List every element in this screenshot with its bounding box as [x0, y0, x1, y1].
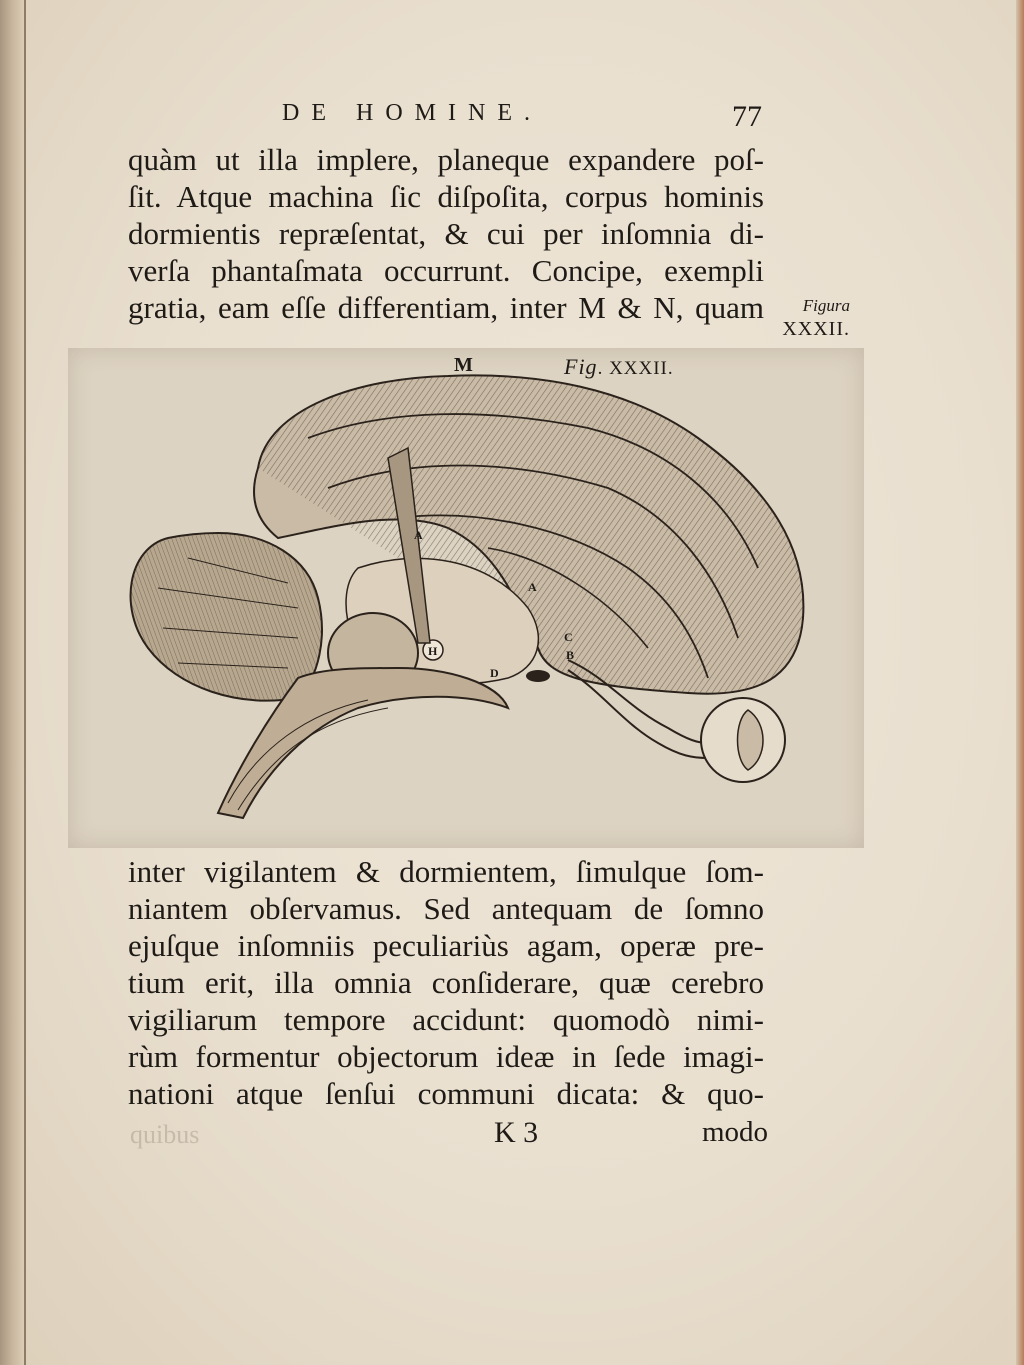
plate-letter-h: H — [428, 644, 438, 658]
text-line: inter vigilantem & dormientem, ſimulque ſom- — [128, 854, 764, 889]
margin-note — [770, 296, 850, 342]
brain-engraving — [68, 348, 864, 848]
signature-mark: K 3 — [494, 1116, 539, 1149]
gutter-line — [24, 0, 26, 1365]
margin-note-figura: Figura — [802, 296, 850, 315]
text-block-bottom — [128, 853, 764, 1112]
running-head — [282, 100, 762, 136]
text-line: gratia, eam eſſe differentiam, inter M & N, quam — [128, 290, 764, 325]
plate-letter-d: D — [490, 666, 499, 680]
text-line: ejuſque inſomniis peculiariùs agam, operæ pre- — [128, 928, 764, 963]
catchword: modo — [701, 1116, 768, 1148]
margin-note-number: XXXII. — [782, 318, 850, 340]
text-line: ſit. Atque machina ſic diſpoſita, corpus hominis — [128, 179, 764, 214]
page-footer — [128, 1116, 768, 1156]
page-fore-edge — [1016, 0, 1024, 1365]
text-line: dormientis repræſentat, & cui per inſomnia di- — [128, 216, 764, 251]
text-block-top — [128, 141, 764, 326]
text-line: niantem obſervamus. Sed antequam de ſomno — [128, 891, 764, 926]
figure-plate — [68, 348, 864, 848]
plate-label-m: M — [454, 354, 473, 376]
plate-letter-a2: A — [528, 580, 537, 594]
text-line: vigiliarum tempore accidunt: quomodò nimi- — [128, 1002, 764, 1037]
text-line: quàm ut illa implere, planeque expandere poſ- — [128, 142, 764, 177]
running-head-title: DE HOMINE. — [282, 100, 542, 126]
plate-letter-b: B — [566, 648, 575, 662]
plate-letter-c: C — [564, 630, 573, 644]
show-through-text: quibus — [130, 1120, 200, 1149]
plate-figure-prefix: Fig — [564, 354, 598, 379]
text-line: verſa phantaſmata occurrunt. Concipe, exempli — [128, 253, 764, 288]
plate-figure-number: . XXXII. — [597, 358, 674, 379]
page-number: 77 — [732, 100, 762, 133]
text-line: rùm formentur objectorum ideæ in ſede imagi- — [128, 1039, 764, 1074]
text-line: nationi atque ſenſui communi dicata: & quo- — [128, 1076, 764, 1111]
facing-page-edge — [0, 0, 26, 1365]
plate-letter-a1: A — [414, 528, 423, 542]
text-line: tium erit, illa omnia conſiderare, quæ cerebro — [128, 965, 764, 1000]
plate-figure-caption — [564, 354, 674, 380]
